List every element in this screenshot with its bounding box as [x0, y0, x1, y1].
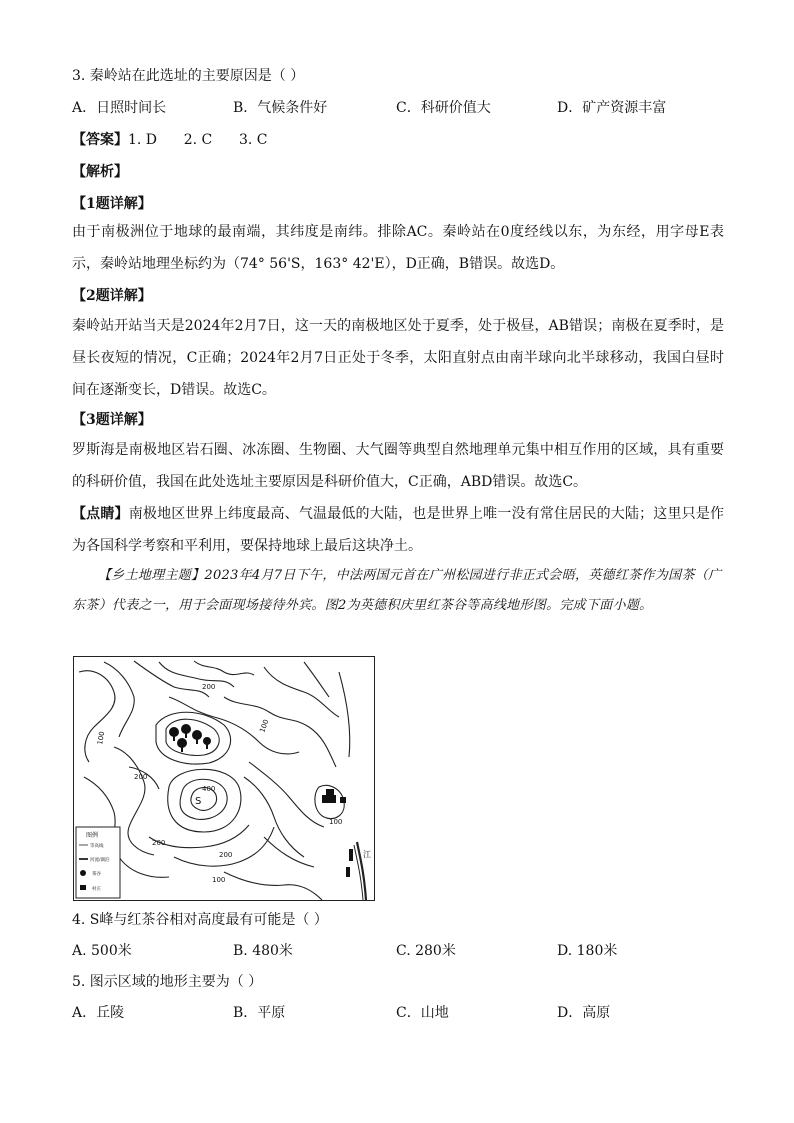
legend-title: 图例 — [86, 832, 99, 839]
q5-option-a: A．丘陵 — [72, 1005, 125, 1021]
q4-option-c: C. 280米 — [396, 943, 456, 959]
contour-map-svg — [74, 657, 374, 900]
contour-label: 100 — [329, 818, 343, 826]
contour-line — [194, 661, 254, 675]
answer-line — [72, 130, 267, 150]
legend-item: 等高线 — [90, 844, 104, 849]
contour-line — [224, 872, 322, 900]
contour-line — [224, 697, 336, 767]
answer-values: 1. D 2. C 3. C — [128, 132, 268, 148]
contour-label: 200 — [134, 773, 148, 781]
q3-option-b: B．气候条件好 — [233, 100, 328, 116]
detail-3-title: 【3题详解】 — [72, 412, 152, 428]
q4-stem: 4. S峰与红茶谷相对高度最有可能是（ ） — [72, 912, 328, 928]
q5-option-c: C．山地 — [396, 1005, 449, 1021]
map-legend — [76, 827, 120, 898]
q4-option-b: B. 480米 — [233, 943, 293, 959]
contour-line — [159, 662, 234, 687]
detail-3-text: 罗斯海是南极地区岩石圈、冰冻圈、生物圈、大气圈等典型自然地理单元集中相互作用的区域，具有重要的科研价值，我国在此处选址主要原因是科研价值大，C正确，ABD错误。故选C。 — [72, 442, 724, 490]
contour-line — [264, 667, 339, 717]
legend-item: 村庄 — [92, 887, 101, 892]
legend-item: 河流/湖泊 — [90, 858, 110, 863]
answer-label: 【答案】 — [72, 132, 128, 148]
tea-valley-symbols — [169, 724, 211, 752]
tip-text: 南极地区世界上纬度最高、气温最低的大陆，也是世界上唯一没有常住居民的大陆；这里只是作为各国科学考察和平利用，要保持地球上最后这块净土。 — [72, 506, 725, 554]
contour-label: 200 — [219, 851, 233, 859]
tip-paragraph — [72, 498, 724, 562]
intro-paragraph: 【乡土地理主题】2023年4月7日下午，中法两国元首在广州松园进行非正式会晤，英德红茶作为国茶（广东茶）代表之一，用于会面现场接待外宾。图2为英德积庆里红茶谷等高线地形图。完成下面小题。 — [72, 568, 722, 613]
contour-label: 100 — [212, 876, 226, 884]
peak-label: S — [195, 796, 202, 807]
q3-option-c: C．科研价值大 — [396, 100, 491, 116]
q4-option-a: A. 500米 — [72, 943, 132, 959]
contour-label: 100 — [96, 730, 107, 746]
detail-2-title: 【2题详解】 — [72, 288, 152, 304]
contour-label: 100 — [258, 718, 271, 734]
contour-map — [73, 656, 375, 901]
tip-label: 【点睛】 — [72, 506, 129, 522]
analysis-label: 【解析】 — [72, 164, 128, 180]
q5-option-d: D．高原 — [557, 1005, 611, 1021]
contour-line — [249, 762, 324, 827]
q4-option-d: D. 180米 — [557, 943, 618, 959]
contour-label: 400 — [202, 785, 216, 793]
contour-line — [79, 671, 115, 762]
village-symbols — [322, 789, 353, 877]
river-label: 江 — [363, 850, 371, 859]
contour-label: 200 — [202, 683, 216, 691]
detail-2-text: 秦岭站开站当天是2024年2月7日，这一天的南极地区处于夏季，处于极昼，AB错误；南极在夏季时，是昼长夜短的情况，C正确；2024年2月7日正处于冬季，太阳直射点由南半球向北半球移动，我国白昼时间在逐渐变长，D错误。故选C。 — [72, 318, 724, 398]
q5-option-b: B．平原 — [233, 1005, 286, 1021]
contour-line — [104, 662, 134, 737]
q5-stem: 5. 图示区域的地形主要为（ ） — [72, 974, 263, 990]
contour-label: 200 — [152, 839, 166, 847]
contour-line — [174, 827, 274, 866]
legend-item: 茶谷 — [92, 872, 101, 877]
q3-option-d: D．矿产资源丰富 — [557, 100, 667, 116]
contour-line — [304, 662, 329, 697]
q3-option-a: A．日照时间长 — [72, 100, 167, 116]
q3-stem: 3. 秦岭站在此选址的主要原因是（ ） — [72, 68, 305, 84]
detail-1-title: 【1题详解】 — [72, 196, 152, 212]
contour-line — [264, 837, 314, 867]
contour-line — [339, 672, 350, 757]
detail-1-text: 由于南极洲位于地球的最南端，其纬度是南纬。排除AC。秦岭站在0度经线以东，为东经，用字母E表示，秦岭站地理坐标约为（74° 56'S，163° 42'E），D正确，B错误。故选D。 — [72, 224, 724, 272]
contour-line — [244, 777, 304, 857]
